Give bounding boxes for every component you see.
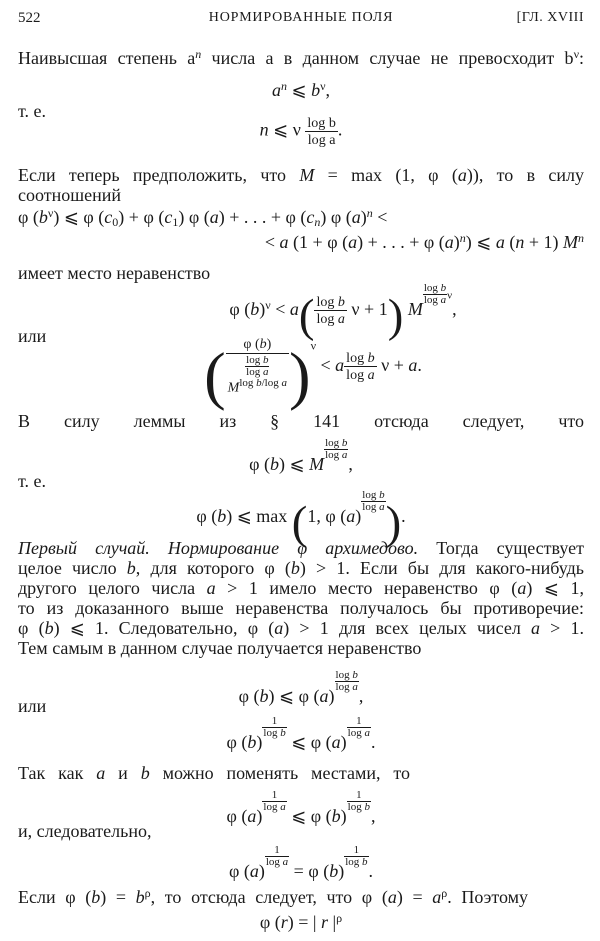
superscript: ν [573, 47, 579, 61]
running-title: НОРМИРОВАННЫЕ ПОЛЯ [208, 10, 394, 25]
formula-1: $a^n$ ⩽ $b^\nu$, [271, 79, 331, 100]
page-header [18, 10, 584, 32]
text-span: числа a в данном случае не превосходит b [201, 48, 574, 68]
formula-6: φ (b) ⩽ M $\frac{\text{log b}}{\text{log a}}$ , [249, 437, 353, 474]
formula-4: φ $(b)^\nu < a$( $\frac{\text{log b}}{\text{log a}}$ ν + 1) M $\frac{\text{log b}}{\text{log a}}$ ν, [229, 282, 457, 343]
text-te-2: т. е. [18, 471, 47, 491]
formula-3b: < a (1 + φ (a) + . . . + φ $(a)^n$) ⩽ a (n + 1) $M^n$ [264, 231, 584, 252]
formula-12: φ (r) = | r $|^\rho$ [259, 911, 343, 932]
text-span: Тогда существует [418, 538, 584, 558]
formula-10: φ (a) $\frac{1}{\text{log a}}$ ⩽ φ (b) $\frac{1}{\text{log b}}$ , [226, 789, 376, 826]
text-line: другого целого числа a > 1 имело место неравенство φ (a) ⩽ 1, [18, 578, 584, 598]
text-line: Так как a и b можно поменять местами, то [18, 763, 410, 783]
text-line: В силу леммы из § 141 отсюда следует, что [18, 411, 584, 431]
text-line: φ (b) ⩽ 1. Следовательно, φ (a) > 1 для всех целых чисел a > 1. [18, 618, 584, 638]
text-ili-1: или [18, 326, 47, 346]
formula-7: φ (b) ⩽ max (1, φ (a) $\frac{\text{log b}}{\text{log a}}$ ). [196, 489, 406, 550]
chapter-label: [ГЛ. XVIII [516, 10, 584, 25]
text-line: целое число b, для которого φ (b) > 1. Если бы для какого-нибудь [18, 558, 584, 578]
formula-9: φ (b) $\frac{1}{\text{log b}}$ ⩽ φ (a) $\frac{1}{\text{log a}}$ . [226, 715, 376, 752]
formula-2: n ⩽ ν $\frac{\text{log b}}{\text{log a}}$ . [259, 115, 343, 149]
text-line: то из доказанного выше неравенства получалось бы противоречие: [18, 598, 584, 618]
superscript: n [195, 47, 202, 61]
formula-3a: φ $(b^\nu)$ ⩽ φ $(c_0) + \varphi$ $(c_1)$ φ (a) + . . . + φ $(c_n)$ φ $(a)^n$ < [18, 206, 388, 229]
text-line: Тем самым в данном случае получается неравенство [18, 638, 422, 658]
text-ili-2: или [18, 696, 47, 716]
page-number: 522 [18, 10, 41, 26]
formula-8: φ (b) ⩽ φ (a) $\frac{\text{log b}}{\text{log a}}$ , [238, 669, 364, 706]
text-line: Наивысшая степень $a^n$ числа a в данном случае не превосходит $b^\nu$: [18, 47, 585, 68]
text-span: Наивысшая степень a [18, 48, 196, 68]
text-line: Если теперь предположить, что M = max (1, φ (a)), то в силу [18, 165, 584, 185]
text-line: соотношений [18, 185, 121, 205]
text-line: и, следовательно, [18, 821, 152, 841]
text-line: имеет место неравенство [18, 263, 211, 283]
fraction: $\frac{\text{log b}}{\text{log a}}$ [307, 115, 336, 149]
formula-11: φ (a) $\frac{1}{\text{log a}}$ = φ (b) $\frac{1}{\text{log b}}$ . [228, 844, 374, 881]
formula-5: ( φ (b) $\frac{\text{log b}}{\text{log a}}$ $M^{log b/log a}$ )$^\nu$ < a $\frac{\text{log b}}{\text{log a}}$ ν + a. [204, 337, 422, 412]
italic-span: Первый случай. Нормирование φ архимедово. [18, 538, 419, 558]
text-line [18, 537, 584, 559]
text-line: Если φ $(b) = b^\rho$, то отсюда следует, что φ $(a) = a^\rho$. Поэтому [18, 886, 529, 907]
text-te-1: т. е. [18, 101, 47, 121]
